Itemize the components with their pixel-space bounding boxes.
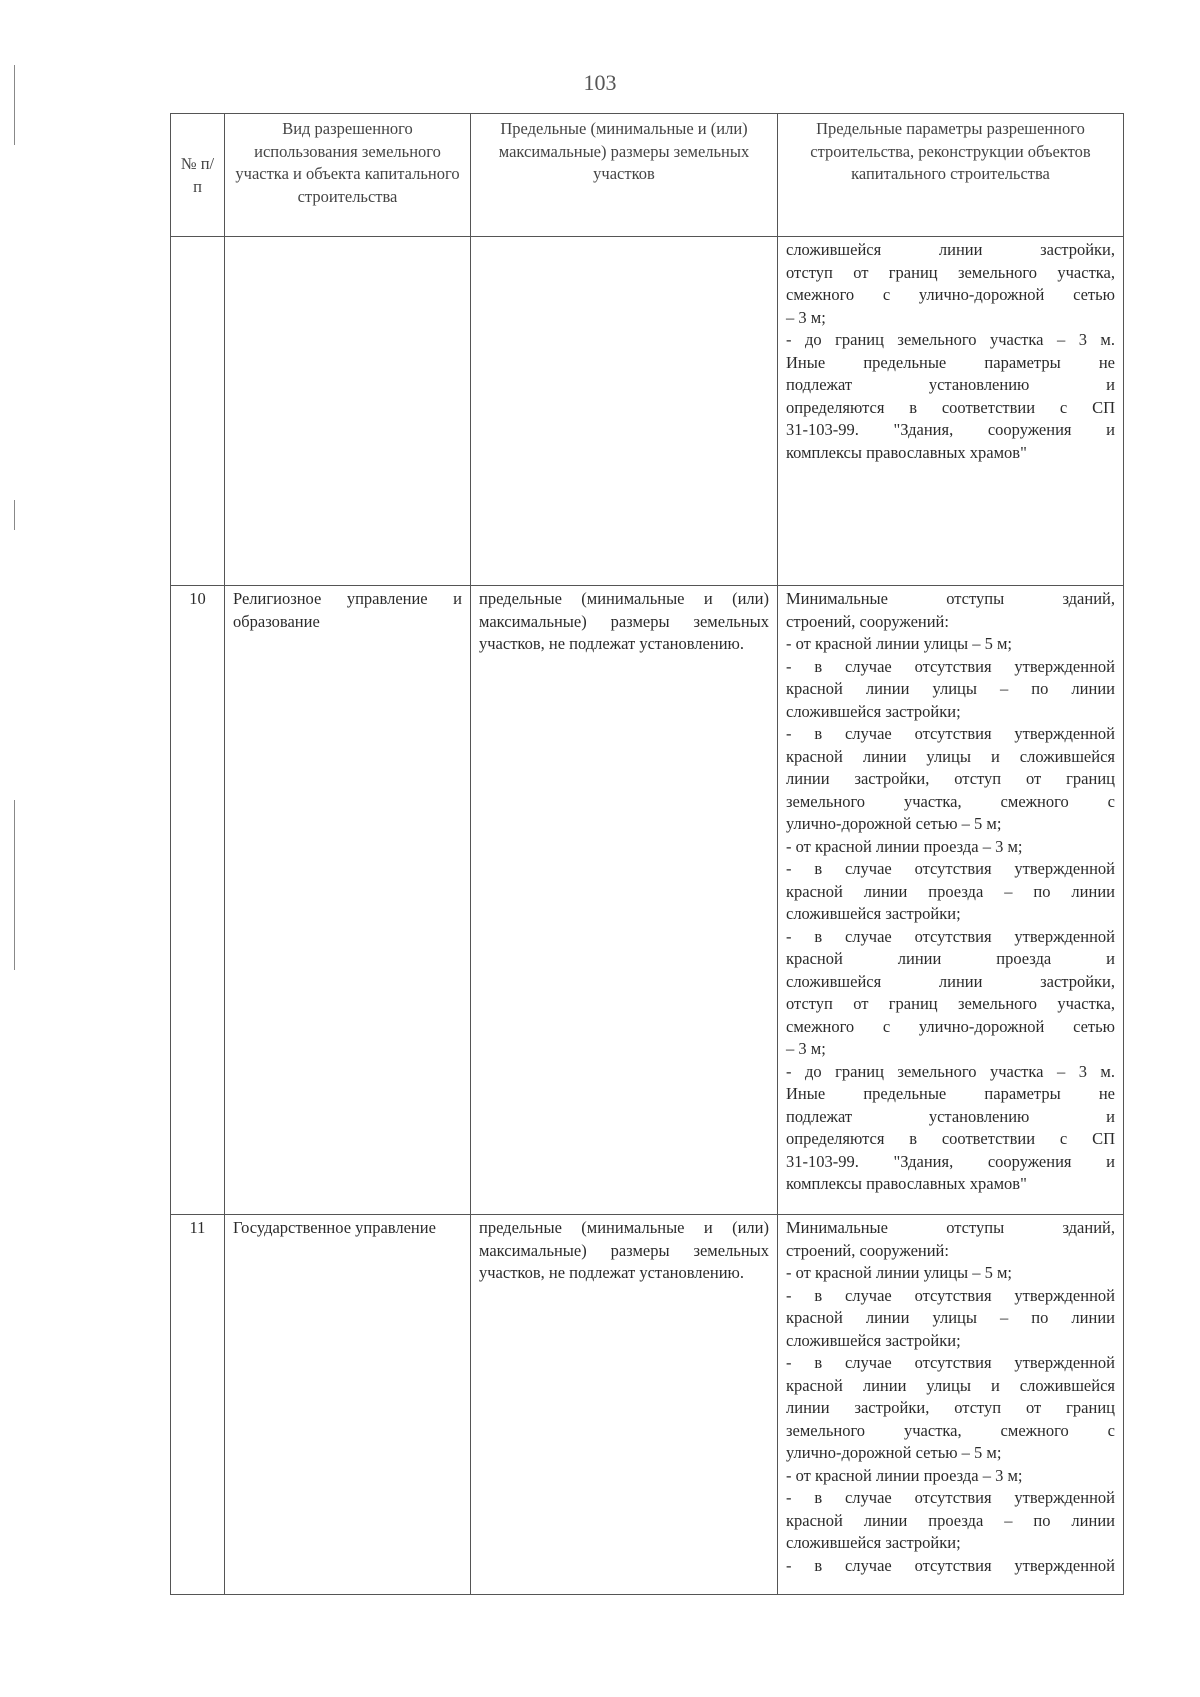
- param-line: определяются в соответствии с СП: [786, 397, 1115, 417]
- param-line: красной линии улицы – по линии: [786, 1308, 1115, 1327]
- param-line: 31-103-99. "Здания, сооружения и: [786, 420, 1115, 439]
- param-line: строений, сооружений:: [786, 1240, 949, 1260]
- param-line: - в случае отсутствия утвержденной: [786, 1353, 1115, 1372]
- param-line: красной линии улицы – по линии: [786, 679, 1115, 698]
- param-line: сложившейся застройки;: [786, 904, 961, 923]
- param-line: смежного с улично-дорожной сетью: [786, 1016, 1115, 1036]
- scan-margin-line: [14, 500, 15, 530]
- param-line: земельного участка, смежного с: [786, 1420, 1115, 1440]
- row-construction-params: [778, 237, 1124, 586]
- row-usage-type: Государственное управление: [225, 1215, 471, 1595]
- param-line: красной линии проезда и: [786, 949, 1115, 968]
- param-line: сложившейся линии застройки,: [786, 240, 1115, 259]
- param-line: смежного с улично-дорожной сетью: [786, 285, 1115, 304]
- param-line: Иные предельные параметры не: [786, 1084, 1115, 1103]
- param-line: – 3 м;: [786, 1039, 826, 1058]
- param-line: - в случае отсутствия утвержденной: [786, 859, 1115, 878]
- param-line: - от красной линии улицы – 5 м;: [786, 634, 1013, 653]
- param-line: - в случае отсутствия утвержденной: [786, 724, 1115, 743]
- param-line: красной линии проезда – по линии: [786, 881, 1115, 901]
- row-number: [171, 237, 225, 586]
- row-plot-sizes: предельные (минимальные и (или) максимальные) размеры земельных участков, не подлежат установлению.: [471, 586, 778, 1215]
- header-number: № п/п: [171, 114, 225, 237]
- param-line: - в случае отсутствия утвержденной: [786, 1555, 1115, 1575]
- row-usage-type: [225, 237, 471, 586]
- header-usage-type: Вид разрешенного использования земельного участка и объекта капитального строительства: [225, 114, 471, 237]
- row-construction-params: [778, 1215, 1124, 1595]
- header-construction-params: Предельные параметры разрешенного строительства, реконструкции объектов капитального строительства: [778, 114, 1124, 237]
- row-usage-type: Религиозное управление и образование: [225, 586, 471, 1215]
- param-line: - от красной линии улицы – 5 м;: [786, 1263, 1013, 1282]
- zoning-table: [170, 113, 1124, 1595]
- param-line: определяются в соответствии с СП: [786, 1129, 1115, 1148]
- param-line: красной линии улицы и сложившейся: [786, 746, 1115, 766]
- param-line: - в случае отсутствия утвержденной: [786, 926, 1115, 946]
- param-line: Минимальные отступы зданий,: [786, 1218, 1115, 1237]
- param-line: - в случае отсутствия утвержденной: [786, 1285, 1115, 1305]
- row-number: 11: [171, 1215, 225, 1595]
- param-line: красной линии проезда – по линии: [786, 1510, 1115, 1530]
- param-line: – 3 м;: [786, 307, 826, 327]
- param-line: сложившейся застройки;: [786, 1533, 961, 1552]
- row-plot-sizes: [471, 237, 778, 586]
- row-plot-sizes: предельные (минимальные и (или) максимальные) размеры земельных участков, не подлежат установлению.: [471, 1215, 778, 1595]
- table-row: [171, 586, 1124, 1215]
- param-line: - в случае отсутствия утвержденной: [786, 1488, 1115, 1507]
- param-line: - от красной линии проезда – 3 м;: [786, 836, 1023, 856]
- param-line: отступ от границ земельного участка,: [786, 994, 1115, 1013]
- param-line: - до границ земельного участка – 3 м.: [786, 1061, 1115, 1081]
- param-line: линии застройки, отступ от границ: [786, 1398, 1115, 1417]
- param-line: подлежат установлению и: [786, 375, 1115, 394]
- page-number: 103: [583, 70, 617, 95]
- param-line: комплексы православных храмов": [786, 442, 1027, 462]
- param-line: Минимальные отступы зданий,: [786, 589, 1115, 608]
- param-line: - в случае отсутствия утвержденной: [786, 656, 1115, 676]
- table-row: [171, 1215, 1124, 1595]
- row-number: 10: [171, 586, 225, 1215]
- param-line: подлежат установлению и: [786, 1106, 1115, 1126]
- table-row: [171, 237, 1124, 586]
- param-line: Иные предельные параметры не: [786, 352, 1115, 372]
- header-plot-sizes: Предельные (минимальные и (или) максимальные) размеры земельных участков: [471, 114, 778, 237]
- param-line: - до границ земельного участка – 3 м.: [786, 330, 1115, 349]
- param-line: сложившейся линии застройки,: [786, 971, 1115, 991]
- param-line: 31-103-99. "Здания, сооружения и: [786, 1151, 1115, 1171]
- scan-margin-line: [14, 800, 15, 970]
- row-construction-params: [778, 586, 1124, 1215]
- table-header-row: [171, 114, 1124, 237]
- param-line: линии застройки, отступ от границ: [786, 769, 1115, 788]
- param-line: - от красной линии проезда – 3 м;: [786, 1465, 1023, 1485]
- param-line: строений, сооружений:: [786, 611, 949, 631]
- param-line: сложившейся застройки;: [786, 701, 961, 721]
- param-line: земельного участка, смежного с: [786, 791, 1115, 811]
- param-line: улично-дорожной сетью – 5 м;: [786, 1443, 1002, 1462]
- param-line: сложившейся застройки;: [786, 1330, 961, 1350]
- param-line: улично-дорожной сетью – 5 м;: [786, 814, 1002, 833]
- param-line: красной линии улицы и сложившейся: [786, 1375, 1115, 1395]
- param-line: комплексы православных храмов": [786, 1174, 1027, 1193]
- param-line: отступ от границ земельного участка,: [786, 262, 1115, 282]
